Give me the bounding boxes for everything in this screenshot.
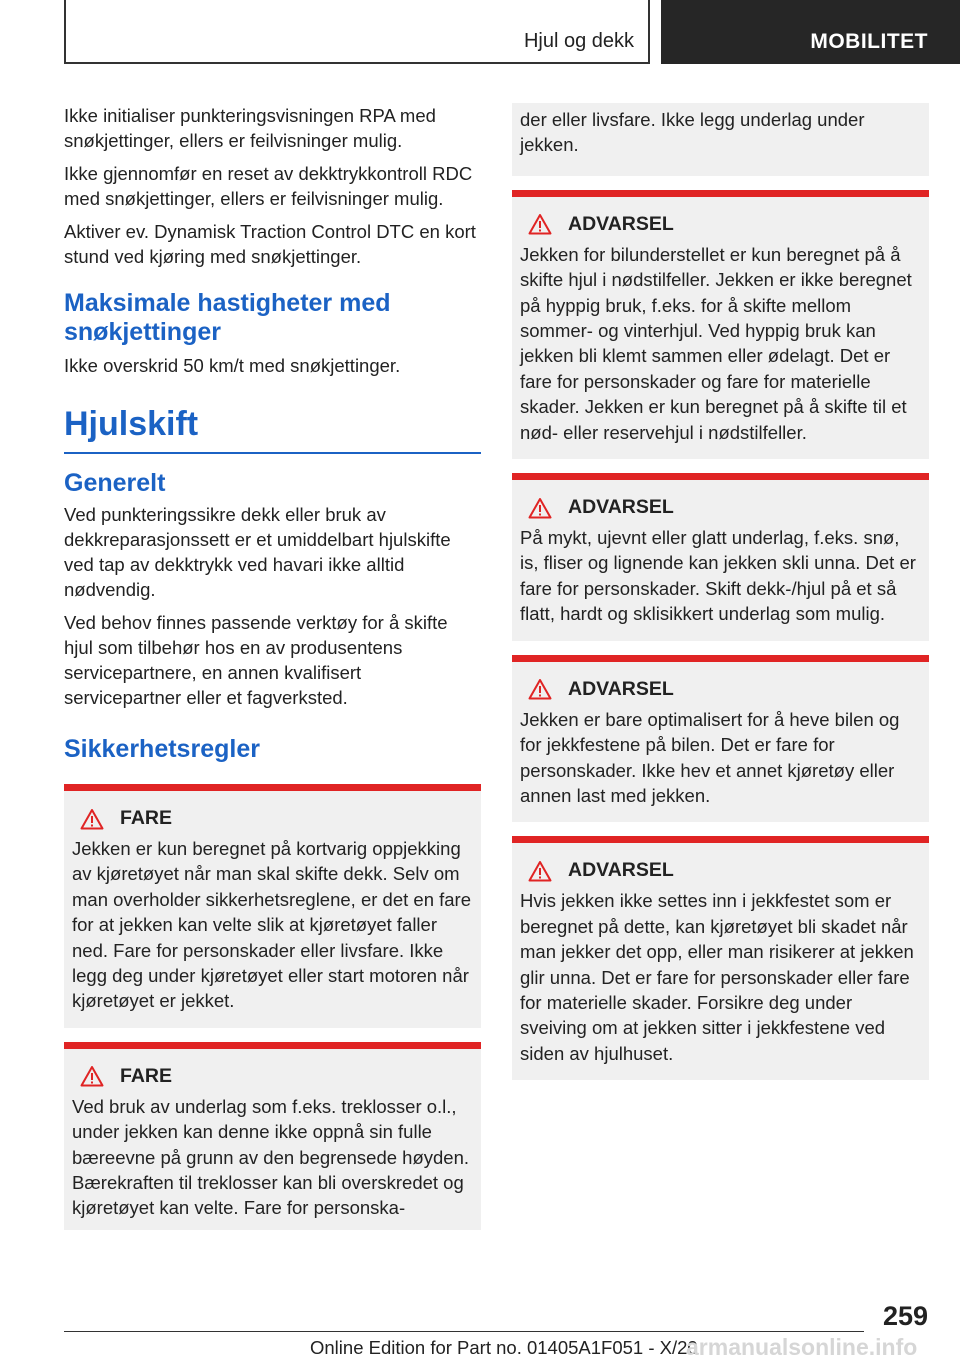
general-heading: Generelt [64, 469, 166, 497]
warning-box-1-title [520, 213, 921, 236]
warning-triangle-icon [528, 497, 552, 519]
header-section-title: Hjul og dekk [523, 30, 634, 52]
warning-text: På mykt, ujevnt eller glatt underlag, f.eks. snø, is, fliser og lignende kan jekken skli unna. Det er fare for personskader. Skift dekk-/hjul på et så flatt, hardt og sklisikkert underlag som mulig. [520, 527, 916, 625]
warning-text: Jekken er bare optimalisert for å heve bilen og for jekkfestene på bilen. Det er fare for personskader. Ikke hev et annet kjøretøy eller annen last med jekken. [520, 708, 900, 806]
warning-triangle-icon [80, 1065, 104, 1087]
warning-triangle-icon [528, 860, 552, 882]
warning-triangle-icon [528, 213, 552, 235]
header-section-box [64, 0, 650, 64]
intro-paragraph-3: Aktiver ev. Dynamisk Traction Control DTC en kort stund ved kjøring med snøkjettinger. [64, 221, 476, 267]
danger-box-2 [64, 1042, 481, 1230]
danger-label: FARE [120, 1064, 173, 1087]
warning-text: Jekken for bilunderstellet er kun beregnet på å skifte hjul i nødstilfeller. Jekken er ikke beregnet på hyppig bruk, f.eks. for å skifte mellom sommer- og vinterhjul. Ved hyppig bruk kan jekken bli klemt sammen eller ødelagt. Det er fare for personskader og fare for materielle skader. Jekken er kun beregnet på å skifte til et nød- eller reservehjul i nødstilfeller. [520, 243, 912, 443]
warning-label: ADVARSEL [568, 212, 674, 235]
warning-box-3-title [520, 678, 921, 701]
warning-box-2 [512, 473, 929, 641]
header-chapter-tab [661, 0, 960, 64]
danger-text: Ved bruk av underlag som f.eks. treklosser o.l., under jekken kan denne ikke oppnå sin fulle bæreevne på grunn av den begrensede høyden. Bærekraften til treklosser kan bli overskredet og kjøretøyet kan velte. Fare for personska- [72, 1095, 470, 1219]
main-heading: Hjulskift [64, 404, 481, 454]
speed-text: Ikke overskrid 50 km/t med snøkjettinger. [64, 355, 401, 376]
warning-text: Hvis jekken ikke settes inn i jekkfestet som er beregnet på dette, kan kjøretøyet bli skadet når man jekker det opp, eller man risikerer at jekken glir unna. Det er fare for personskader eller fare for materielle skader. Forsikre deg under sveiving om at jekken sitter i jekkfestene ved siden av hjulhuset. [520, 890, 914, 1064]
footer-watermark: armanualsonline.info [686, 1334, 918, 1360]
danger-box-2-continuation [512, 103, 929, 176]
safety-heading: Sikkerhetsregler [64, 735, 260, 763]
left-column [64, 103, 481, 1230]
warning-label: ADVARSEL [568, 496, 674, 519]
intro-paragraph-2: Ikke gjennomfør en reset av dekktrykkontroll RDC med snøkjettinger, ellers er feilvisninger mulig. [64, 163, 473, 209]
right-column [512, 103, 929, 1080]
warning-box-2-title [520, 496, 921, 519]
danger-box-1 [64, 784, 481, 1028]
warning-box-3 [512, 655, 929, 823]
header-chapter-title: MOBILITET [810, 30, 928, 53]
warning-label: ADVARSEL [568, 677, 674, 700]
warning-box-4 [512, 836, 929, 1080]
speed-heading: Maksimale hastigheter med snøkjettinger [64, 289, 391, 346]
general-paragraph-1: Ved punkteringssikre dekk eller bruk av dekkreparasjonssett er et umiddelbart hjulskifte ved tap av dekktrykk ved havari ikke alltid nødvendig. [64, 504, 451, 600]
general-paragraph-2: Ved behov finnes passende verktøy for å skifte hjul som tilbehør hos en av produsentens servicepartnere, en annen kvalifisert servicepartner eller et fagverksted. [64, 612, 448, 708]
footer-rule [64, 1331, 864, 1332]
danger-text: Jekken er kun beregnet på kortvarig oppjekking av kjøretøyet når man skal skifte dekk. Selv om man overholder sikkerhetsreglene, er det en fare for at jekken kan velte slik at kjøretøyet faller ned. Fare for personskader eller livsfare. Ikke legg deg under kjøretøyet eller start motoren når kjøretøyet er jekket. [72, 838, 471, 1012]
intro-paragraph-1: Ikke initialiser punkteringsvisningen RPA med snøkjettinger, ellers er feilvisninger mulig. [64, 105, 436, 151]
continuation-text: der eller livsfare. Ikke legg underlag under jekken. [520, 109, 865, 156]
danger-label: FARE [120, 807, 173, 829]
danger-box-1-title [72, 807, 473, 830]
warning-triangle-icon [80, 808, 104, 830]
page-number: 259 [882, 1301, 928, 1331]
danger-box-2-title [72, 1065, 473, 1088]
warning-label: ADVARSEL [568, 859, 674, 882]
warning-triangle-icon [528, 678, 552, 700]
footer-edition: Online Edition for Part no. 01405A1F051 - X/20 [310, 1337, 698, 1358]
warning-box-4-title [520, 859, 921, 882]
warning-box-1 [512, 190, 929, 459]
